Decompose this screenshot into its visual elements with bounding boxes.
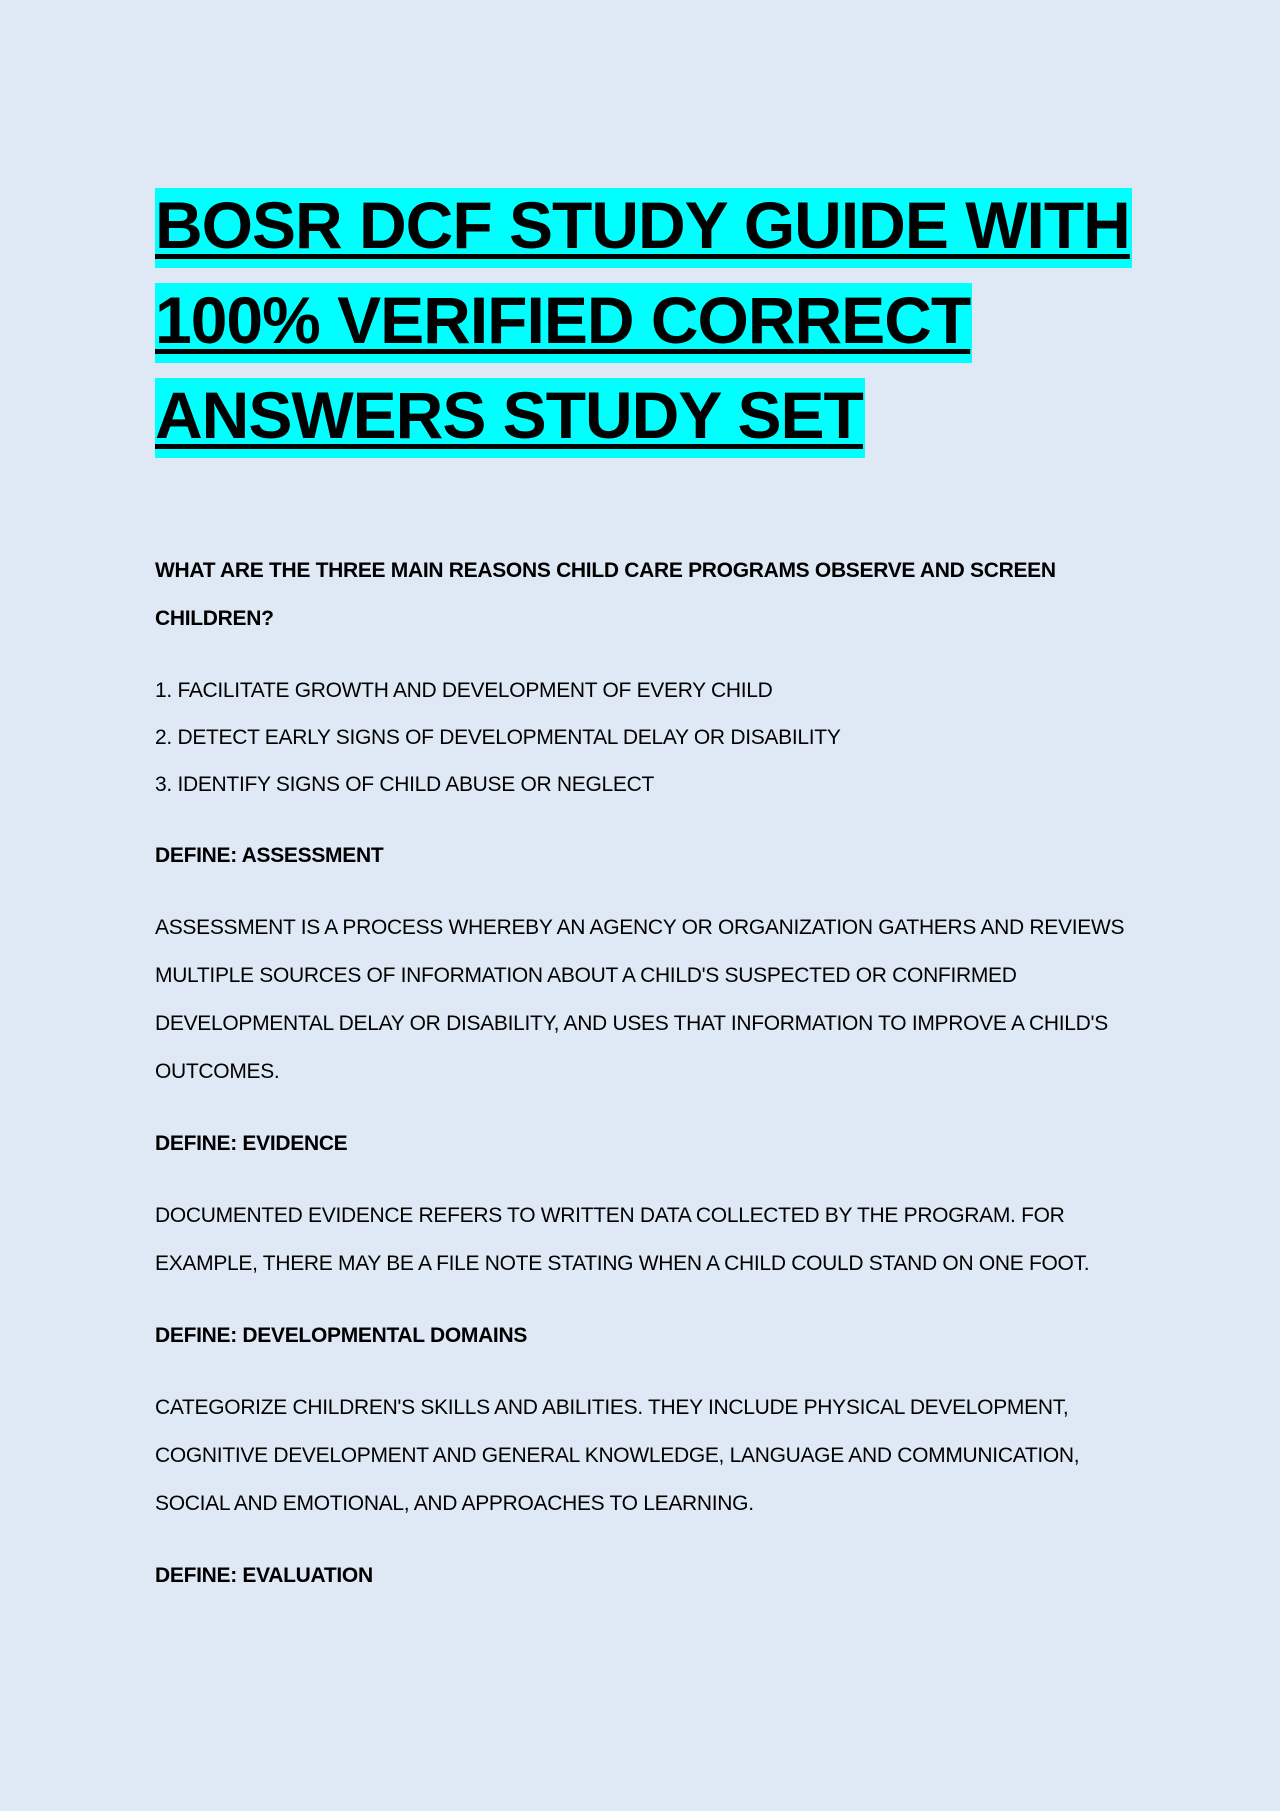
document-page [155, 178, 1135, 1624]
question-heading: DEFINE: DEVELOPMENTAL DOMAINS [155, 1324, 528, 1347]
answer-paragraph: DOCUMENTED EVIDENCE REFERS TO WRITTEN DATA COLLECTED BY THE PROGRAM. FOR EXAMPLE, THERE MAY BE A FILE NOTE STATING WHEN A CHILD COULD STAND ON ONE FOOT. [155, 1204, 1090, 1275]
title-line: 100% VERIFIED CORRECT [155, 273, 1135, 368]
question-heading: DEFINE: EVIDENCE [155, 1132, 348, 1155]
question-heading: WHAT ARE THE THREE MAIN REASONS CHILD CARE PROGRAMS OBSERVE AND SCREEN CHILDREN? [155, 559, 1056, 630]
title-line: BOSR DCF STUDY GUIDE WITH [155, 178, 1135, 273]
study-content [155, 547, 1135, 1600]
answer-list [155, 667, 1135, 808]
answer-paragraph: ASSESSMENT IS A PROCESS WHEREBY AN AGENCY OR ORGANIZATION GATHERS AND REVIEWS MULTIPLE SOURCES OF INFORMATION ABOUT A CHILD'S SUSPECTED OR CONFIRMED DEVELOPMENTAL DELAY OR DISABILITY, AND USES THAT INFORMATION TO IMPROVE A CHILD'S OUTCOMES. [155, 916, 1125, 1083]
title-line: ANSWERS STUDY SET [155, 368, 1135, 463]
list-item: 1. FACILITATE GROWTH AND DEVELOPMENT OF EVERY CHILD [155, 679, 773, 702]
list-item: 3. IDENTIFY SIGNS OF CHILD ABUSE OR NEGLECT [155, 773, 654, 796]
question-heading: DEFINE: ASSESSMENT [155, 844, 384, 867]
question-heading: DEFINE: EVALUATION [155, 1564, 373, 1587]
answer-paragraph: CATEGORIZE CHILDREN'S SKILLS AND ABILITIES. THEY INCLUDE PHYSICAL DEVELOPMENT, COGNITIVE DEVELOPMENT AND GENERAL KNOWLEDGE, LANGUAGE AND COMMUNICATION, SOCIAL AND EMOTIONAL, AND APPROACHES TO LEARNING. [155, 1396, 1080, 1515]
document-title [155, 178, 1135, 463]
list-item: 2. DETECT EARLY SIGNS OF DEVELOPMENTAL DELAY OR DISABILITY [155, 726, 841, 749]
